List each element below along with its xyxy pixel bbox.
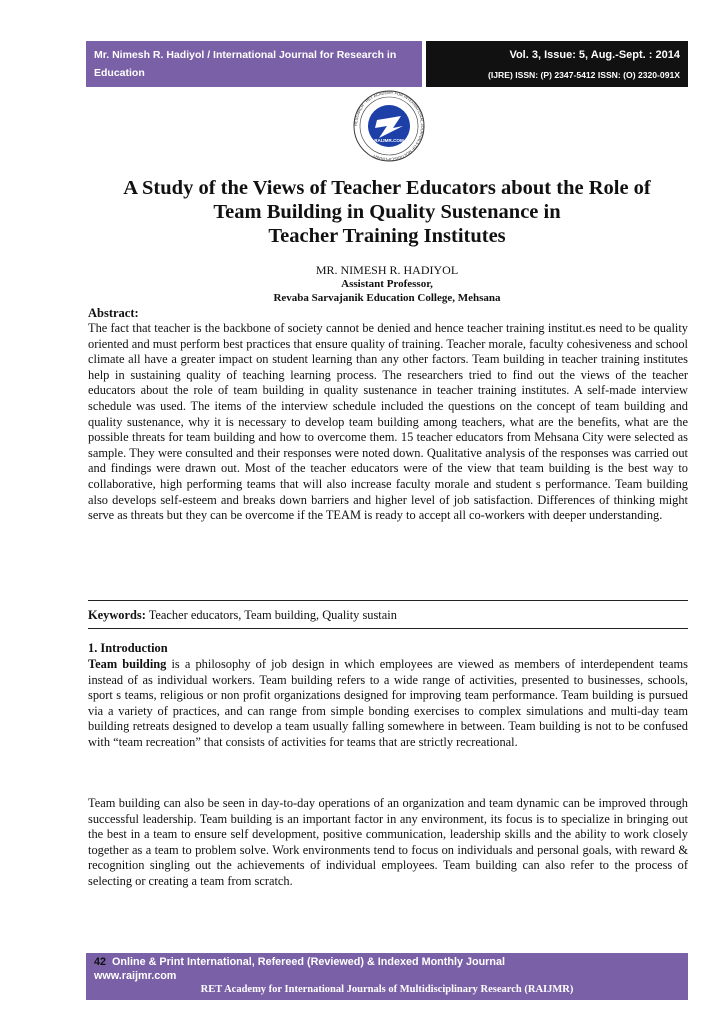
volume-issue: Vol. 3, Issue: 5, Aug.-Sept. : 2014 [509, 49, 680, 61]
journal-header-right [426, 41, 688, 87]
title-line-3: Teacher Training Institutes [268, 225, 506, 247]
journal-name-line: Education [94, 67, 145, 79]
abstract-text: The fact that teacher is the backbone of society cannot be denied and hence teacher training institut.es need to be quality oriented and must perform best practices that ensure quality of training. Teacher morale, faculty cohesiveness and school climate all have a greater impact on student learning than any other factors. Team building in teacher training institutes help in sustaining quality of teaching learning process. The researchers tried to find out the views of the teacher educators about the role of team building in quality sustenance in teacher training institutes. A self-made interview schedule was used. The items of the interview schedule included the questions on the concept of team building and quality sustenance, why it is necessary to develop team building among teachers, what are the benefits, what are the possible threats for team building and how to overcome them. 15 teacher educators from Mehsana City were selected as sample. They were consulted and their responses were noted down. Qualitative analysis of the responses was carried out and findings were drawn out. Most of the teacher educators were of the view that team building is the best way to collaborative, high performing teams that will also increase faculty morale and student s performance. Team building also develops self-esteem and breaks down barriers and higher level of job satisfaction. Differences of thinking might serve as threats but they can be overcome if the TEAM is ready to accept all co-workers with deeper understanding. [88, 321, 688, 523]
author-name: MR. NIMESH R. HADIYOL [315, 263, 459, 277]
abstract-heading: Abstract: [88, 306, 139, 320]
author-block [86, 263, 688, 305]
intro-lead-term: Team building [88, 657, 167, 671]
keywords-top-rule [88, 600, 688, 601]
footer-website: www.raijmr.com [94, 970, 177, 982]
footer-line-1 [94, 955, 680, 969]
journal-author-line: Mr. Nimesh R. Hadiyol / International Journal for Research in [94, 49, 397, 61]
keywords-text: Teacher educators, Team building, Quality sustain [145, 608, 397, 622]
paper-title [86, 176, 688, 248]
page-footer [86, 953, 688, 1000]
intro-p1-text: is a philosophy of job design in which employees are viewed as members of interdependent teams instead of as individual workers. Team building refers to a wide range of activities, presented to businesses, schools, sport s teams, religious or non profit organizations designed for improving team performance. Team building is pursued via a variety of practices, and can range from simple bonding exercises to complex simulations and multi-day team building retreats designed to develop a team usually falling somewhere in between. Team building is not to be confused with “team recreation” that consists of activities for teams that are strictly recreational. [88, 657, 689, 749]
issn-line: (IJRE) ISSN: (P) 2347-5412 ISSN: (O) 2320-091X [487, 70, 680, 80]
footer-journal-text: Online & Print International, Refereed (Reviewed) & Indexed Monthly Journal [112, 956, 505, 968]
page-number: 42 [94, 956, 107, 968]
logo-center-text: RAIJMR.COM [374, 138, 404, 143]
author-role: Assistant Professor, [341, 278, 433, 290]
introduction-paragraph-1 [88, 657, 688, 751]
title-line-2: Team Building in Quality Sustenance in [213, 201, 561, 223]
title-line-1: A Study of the Views of Teacher Educators about the Role of [123, 177, 651, 199]
keywords-label: Keywords: [88, 608, 146, 622]
keywords-bottom-rule [88, 628, 688, 629]
raijmr-logo-icon [353, 90, 425, 162]
keywords-line [88, 608, 397, 623]
author-affiliation: Revaba Sarvajanik Education College, Mehsana [273, 292, 501, 304]
introduction-paragraph-2: Team building can also be seen in day-to-day operations of an organization and team dynamic can be improved through successful leadership. Team building is an important factor in any environment, its focus is to specialize in bringing out the best in a team to ensure self development, positive communication, leadership skills and the ability to work closely together as a team to problem solve. Work environments tend to focus on individuals and personal goals, with reward & recognition singling out the achievements of individual employees. Team building can also refer to the process of selecting or creating a team from scratch. [88, 796, 688, 888]
logo-ring-text: RESEARCH · RET ACADEMY FOR INTERNATIONAL JOURNALS OF MULTIDISCIPLINARY [353, 90, 425, 162]
introduction-heading: 1. Introduction [88, 641, 168, 655]
footer-publisher: RET Academy for International Journals of Multidisciplinary Research (RAIJMR) [200, 984, 574, 995]
journal-header-left [86, 41, 422, 87]
